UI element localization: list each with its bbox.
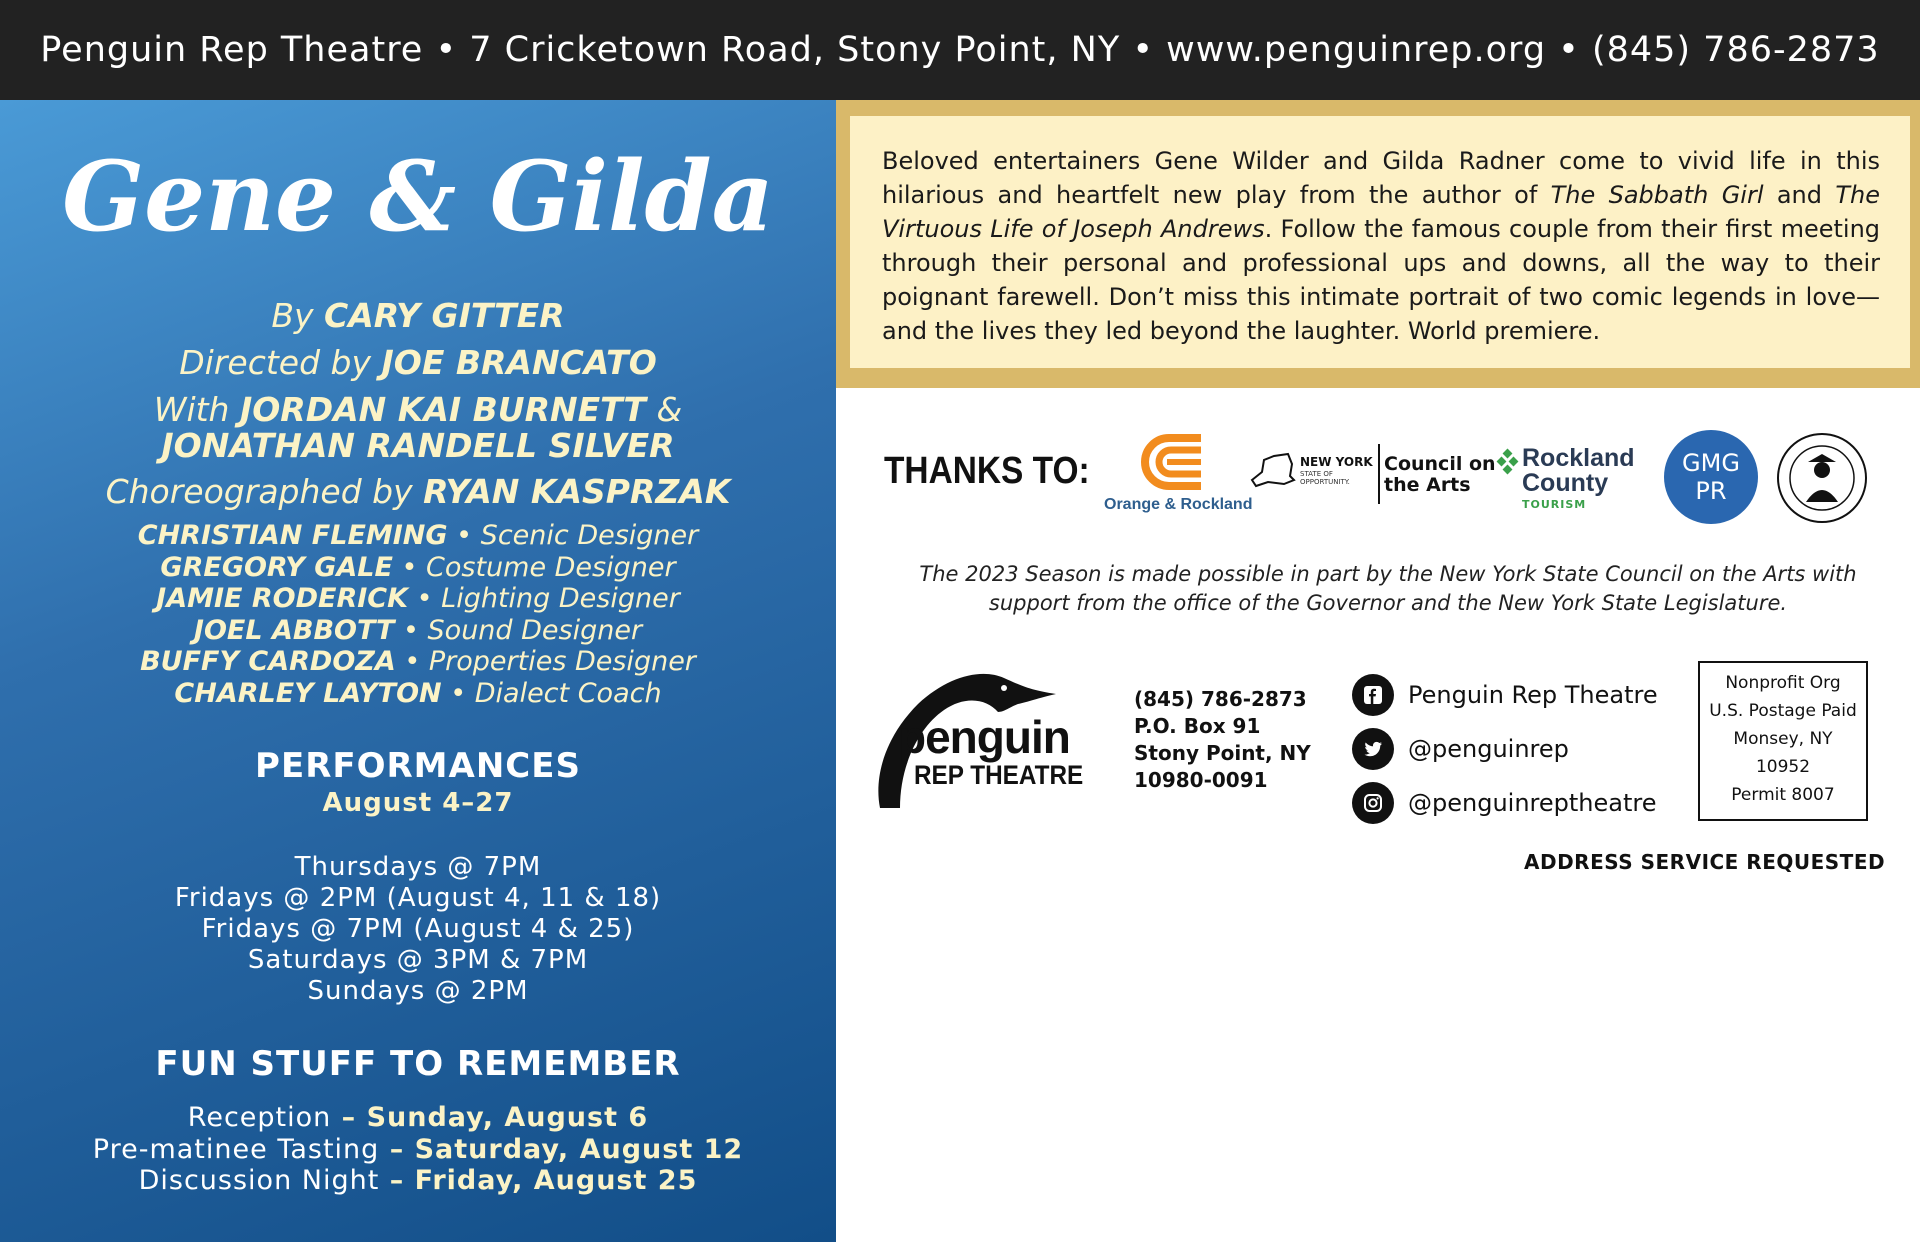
postage-line-1: Nonprofit Org [1725,673,1841,693]
fun-item-date: – Friday, August 25 [379,1165,698,1196]
ny-state-name: NEW YORK [1300,455,1373,469]
credit-director [0,339,836,386]
mailing-po-box: P.O. Box 91 [1134,714,1261,738]
crew-role: • Dialect Coach [450,677,662,709]
postage-line-3: Monsey, NY [1733,729,1833,749]
social-instagram[interactable] [1352,776,1658,830]
orange-rockland-logo [1104,432,1253,514]
ny-sub-2: OPPORTUNITY. [1300,478,1350,486]
penguin-rep-logo [878,668,1098,816]
description-text-1: Beloved entertainers Gene Wilder and Gilda Radner come to vivid life in this hilarious and heartfelt new play from the author of [882,147,1880,209]
rockland-tourism-label: TOURISM [1522,498,1587,511]
fun-item-label: Discussion Night [138,1165,380,1196]
choreographer-name: RYAN KASPRZAK [423,472,731,511]
fun-stuff-heading: FUN STUFF TO REMEMBER [155,1044,681,1084]
fun-item [0,1102,836,1134]
header-contact-line: Penguin Rep Theatre • 7 Cricketown Road, Stony Point, NY • www.penguinrep.org • (845) 786-2873 [40,30,1880,70]
schedule-item: Fridays @ 2PM (August 4, 11 & 18) [174,883,662,913]
crew-name: JOEL ABBOTT [193,614,395,646]
crew-item [0,552,836,584]
description-text-2: and [1763,181,1836,209]
schedule-item: Sundays @ 2PM [307,976,529,1006]
season-note-line-2: support from the office of the Governor and the New York State Legislature. [988,591,1788,615]
fun-stuff-list [0,1102,836,1197]
actor-2: JONATHAN RANDELL SILVER [161,426,675,465]
performances-section [0,746,836,1007]
social-twitter[interactable] [1352,722,1658,776]
twitter-handle: @penguinrep [1408,735,1569,763]
header-bar [0,0,1920,100]
crew-role: • Properties Designer [404,646,696,677]
director-name: JOE BRANCATO [381,343,657,382]
season-note-line-1: The 2023 Season is made possible in part by the New York State Council on the Arts with [919,562,1857,586]
crew-role: • Costume Designer [401,551,676,583]
council-line-1: Council on [1384,453,1496,475]
description-work-title-1: The Sabbath Girl [1550,181,1764,209]
crew-item [0,615,836,647]
crew-item [0,646,836,678]
author-name: CARY GITTER [324,296,565,335]
credit-cast [0,392,836,464]
rockland-line-2: County [1522,469,1609,497]
rockland-diamond-icon [1496,448,1520,478]
council-line-2: the Arts [1384,474,1471,496]
crew-item [0,678,836,710]
nysca-logo [1248,444,1496,504]
fun-item-date: – Sunday, August 6 [331,1102,649,1133]
crew-name: JAMIE RODERICK [156,583,409,614]
fun-item-date: – Saturday, August 12 [379,1133,744,1165]
social-links [1352,668,1658,830]
schedule-item: Thursdays @ 7PM [294,852,542,882]
performances-heading: PERFORMANCES [255,746,581,786]
town-of-stony-point-seal-icon [1776,432,1868,524]
council-on-the-arts [1384,454,1496,496]
orange-rockland-label: Orange & Rockland [1104,496,1253,513]
crew-name: CHARLEY LAYTON [174,677,442,709]
crew-item [0,583,836,615]
season-funding-note [868,560,1908,618]
fun-stuff-section [0,1044,836,1197]
show-description [850,116,1910,368]
show-title: Gene & Gilda [62,140,774,253]
performance-schedule [0,852,836,1007]
gmg-pr-logo [1664,430,1758,524]
performances-dates: August 4–27 [322,788,514,818]
twitter-icon [1352,728,1394,770]
crew-name: BUFFY CARDOZA [140,646,396,677]
with-prefix: With [153,390,230,429]
ny-divider [1378,444,1380,504]
postage-line-4: 10952 [1755,757,1811,777]
by-prefix: By [271,296,314,335]
gmg-line-2: PR [1695,477,1727,505]
logo-word-rep-theatre: REP THEATRE [914,760,1084,790]
instagram-handle: @penguinreptheatre [1408,789,1657,817]
crew-list [0,520,836,709]
mailing-phone: (845) 786-2873 [1134,687,1307,711]
schedule-item: Saturdays @ 3PM & 7PM [247,945,589,975]
choreo-prefix: Choreographed by [105,472,413,511]
address-service-requested: ADDRESS SERVICE REQUESTED [1524,850,1886,874]
schedule-item: Fridays @ 7PM (August 4 & 25) [201,914,635,944]
credits [0,292,836,515]
postage-line-2: U.S. Postage Paid [1709,701,1857,721]
crew-name: GREGORY GALE [160,551,393,583]
description-work-title-2: The Virtuous Life of Joseph Andrews [882,181,1880,243]
logo-word-penguin: penguin [898,711,1070,763]
ny-sub-1: STATE OF [1300,470,1333,478]
postage-line-5: Permit 8007 [1731,785,1835,805]
crew-role: • Sound Designer [403,614,643,646]
mailing-address [1134,686,1311,794]
actor-ampersand: & [656,390,683,429]
description-text-3: . Follow the famous couple from their first meeting through their personal and professional ups and downs, all the way to their poignant farewell. Don’t miss this intimate portrait of two comic legends in love—and the lives they led beyond the laughter. World premiere. [882,215,1881,345]
thanks-label: THANKS TO: [884,450,1090,492]
gmg-line-1: GMG [1682,449,1740,477]
credit-author [0,292,836,339]
crew-name: CHRISTIAN FLEMING [137,520,448,551]
postage-indicia [1698,661,1868,821]
facebook-icon [1352,674,1394,716]
fun-item-label: Pre-matinee Tasting [92,1133,380,1165]
rockland-line-1: Rockland [1522,444,1635,472]
instagram-icon [1352,782,1394,824]
orange-rockland-icon [1139,432,1209,492]
show-info-panel [0,100,836,1242]
crew-role: • Scenic Designer [456,520,699,551]
crew-role: • Lighting Designer [416,583,680,614]
rockland-county-name [1522,446,1635,496]
crew-item [0,520,836,552]
mailing-city: Stony Point, NY [1134,741,1311,765]
fun-item [0,1165,836,1197]
actor-1: JORDAN KAI BURNETT [239,390,646,429]
facebook-handle: Penguin Rep Theatre [1408,681,1658,709]
fun-item-label: Reception [187,1102,332,1133]
fun-item [0,1134,836,1166]
rockland-county-tourism-logo [1496,446,1636,512]
credit-choreographer [0,468,836,515]
mailing-zip: 10980-0091 [1134,768,1268,792]
new-york-state-icon [1248,450,1298,490]
social-facebook[interactable] [1352,668,1658,722]
directed-prefix: Directed by [179,343,371,382]
ny-state-tagline [1300,470,1350,486]
